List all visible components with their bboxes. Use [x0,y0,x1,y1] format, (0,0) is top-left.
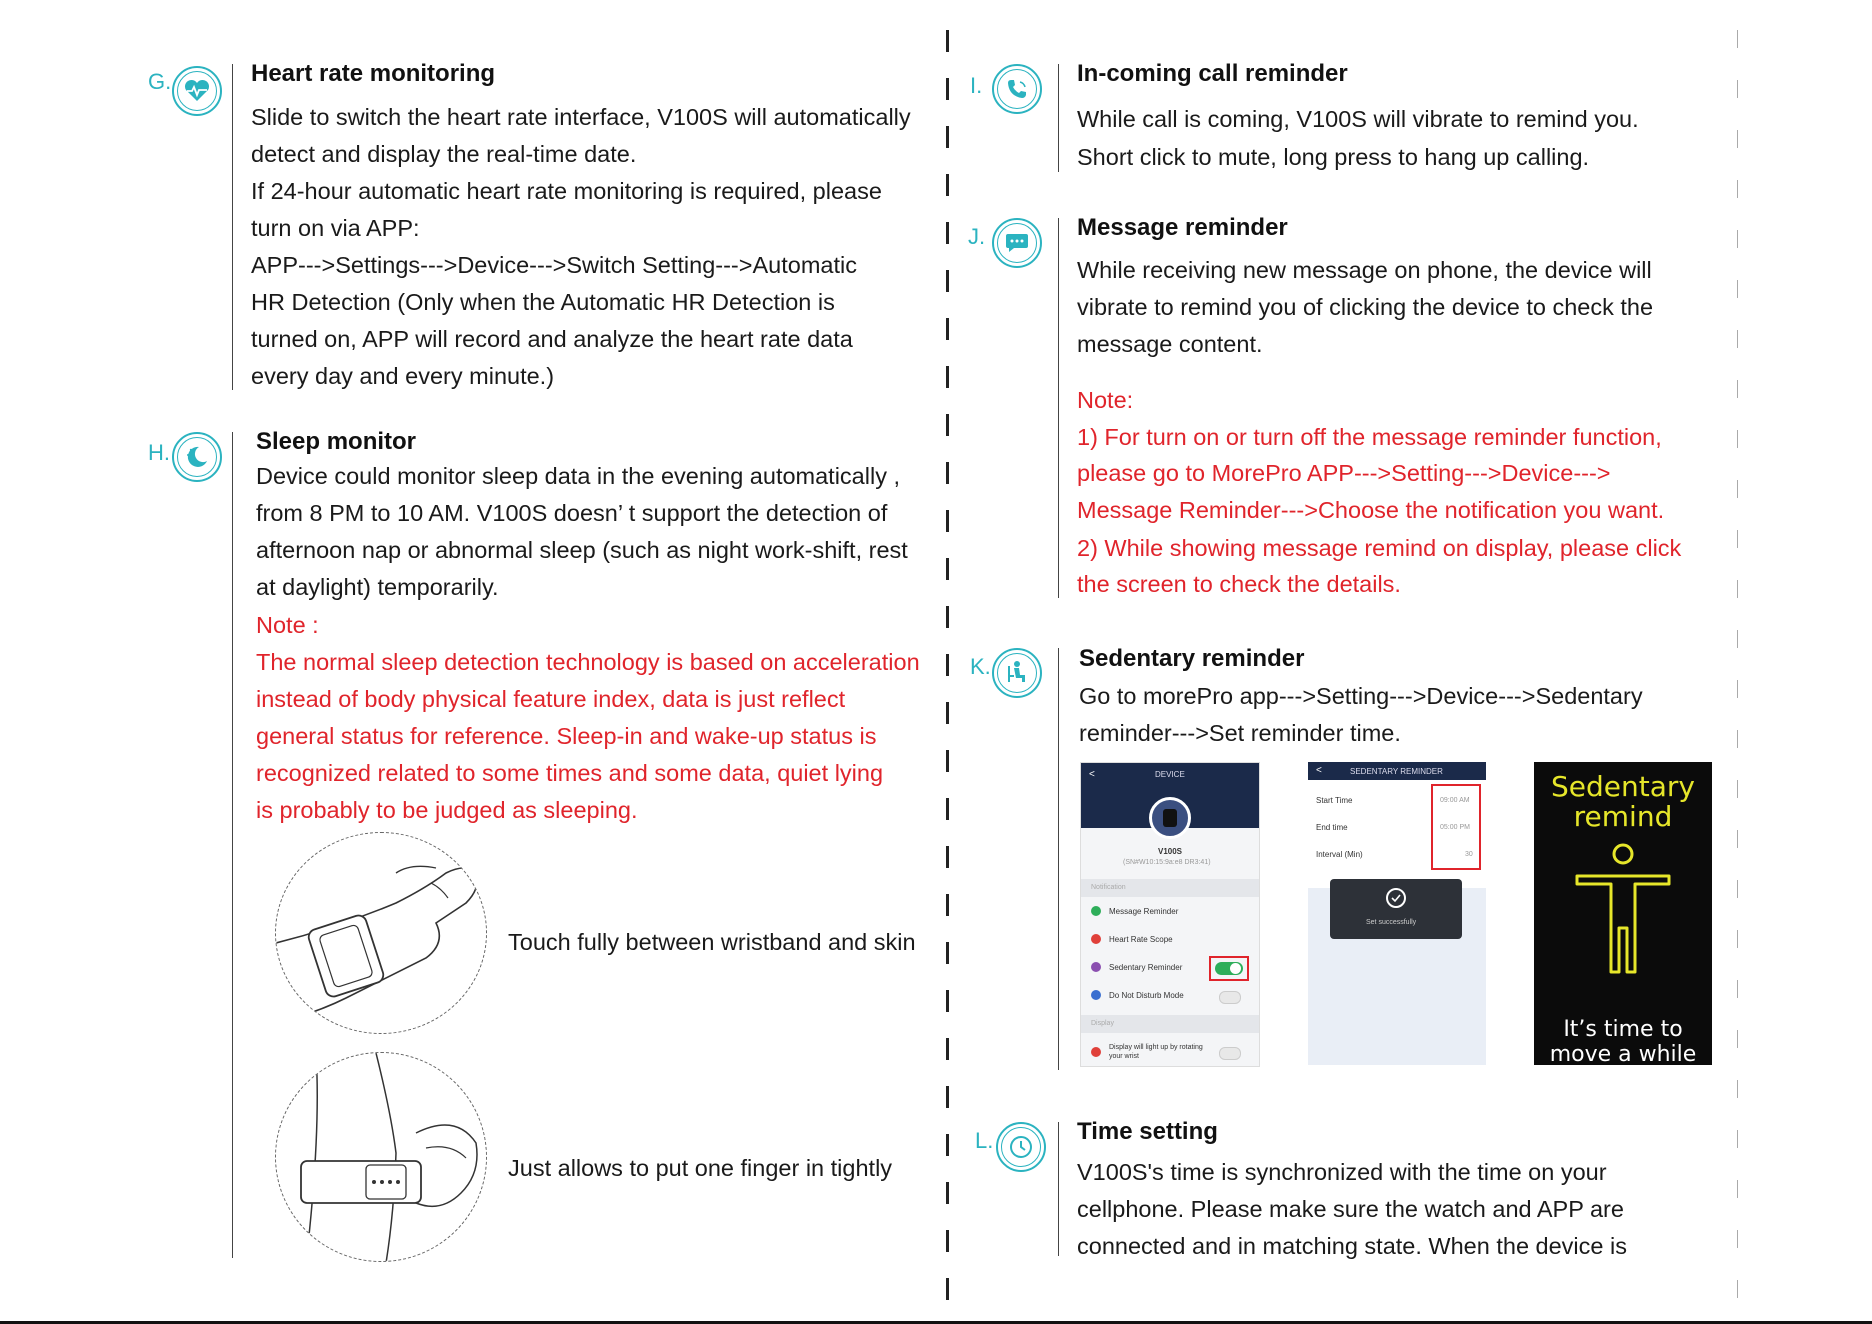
section-title: Time setting [1077,1118,1218,1145]
section-letter: H. [148,440,170,465]
section-letter: G. [148,69,172,94]
body-line: If 24-hour automatic heart rate monitoring is required, please [251,178,882,204]
body-line: from 8 PM to 10 AM. V100S doesn’ t support the detection of [256,500,888,526]
device-settings-screenshot [1080,762,1260,1067]
watch-sedentary-display [1534,762,1712,1065]
sedentary-toggle[interactable] [1215,962,1243,975]
values-highlight [1431,784,1481,870]
sitting-person-icon [992,648,1042,698]
list-item[interactable]: Sedentary Reminder [1109,963,1183,972]
message-icon [992,218,1042,268]
section-label: Display [1091,1020,1114,1027]
device-model: V100S [1158,847,1183,856]
section-rule [1058,218,1059,598]
back-chevron-icon[interactable]: < [1316,765,1322,776]
heart-rate-icon [172,66,222,116]
section-title: Sedentary reminder [1079,645,1305,672]
note-label: Note: [1077,387,1134,413]
note-line: instead of body physical feature index, data is just reflect [256,686,846,712]
body-line: Short click to mute, long press to hang up calling. [1077,144,1590,170]
note-label: Note : [256,612,319,638]
section-letter: J. [968,224,986,249]
note-line: is probably to be judged as sleeping. [256,797,638,823]
section-rule [232,64,233,390]
section-label: Notification [1091,884,1126,891]
illustration-caption: Touch fully between wristband and skin [508,929,916,955]
section-letter: L. [975,1128,994,1153]
body-line: reminder--->Set reminder time. [1079,720,1401,746]
wrist-toggle[interactable] [1219,1047,1241,1060]
body-line: Go to morePro app--->Setting--->Device--->Sedentary [1079,683,1643,709]
note-line: please go to MorePro APP--->Setting--->Device---> [1077,460,1611,486]
list-item[interactable]: Message Reminder [1109,907,1179,916]
list-item-icon [1091,906,1101,916]
section-rule [232,432,233,1258]
watch-message: It’s time to [1563,1017,1683,1042]
body-line: detect and display the real-time date. [251,141,637,167]
illustration-caption: Just allows to put one finger in tightly [508,1155,893,1181]
setting-value[interactable]: 05:00 PM [1440,824,1470,831]
list-item[interactable]: Heart Rate Scope [1109,935,1173,944]
watch-title-line2: remind [1573,800,1673,833]
setting-label: End time [1316,823,1348,832]
section-title: Sleep monitor [256,428,417,455]
list-item-icon [1091,1047,1101,1057]
screen-header: DEVICE [1155,770,1185,779]
sedentary-settings-screenshot [1308,762,1486,1065]
section-title: Heart rate monitoring [251,60,496,87]
section-letter: I. [970,73,983,98]
setting-label: Start Time [1316,796,1353,805]
body-line: V100S's time is synchronized with the time on your [1077,1159,1607,1185]
clock-icon [996,1122,1046,1172]
setting-value[interactable]: 30 [1465,851,1473,858]
device-serial: (SN#W10:15:9a:e8 DR3:41) [1123,859,1211,866]
screen-header: SEDENTARY REMINDER [1350,767,1443,776]
wrist-illustration-finger [275,1052,487,1262]
watch-title: Sedentary [1551,770,1695,803]
list-item-icon [1091,934,1101,944]
section-rule [1058,1122,1059,1256]
sleep-moon-icon [172,432,222,482]
body-line: at daylight) temporarily. [256,574,499,600]
section-title: In-coming call reminder [1077,60,1348,87]
note-line: 1) For turn on or turn off the message reminder function, [1077,424,1662,450]
note-line: general status for reference. Sleep-in and wake-up status is [256,723,877,749]
success-toast [1330,879,1462,939]
stretching-person-icon [1573,842,1673,982]
list-item-icon [1091,962,1101,972]
body-line: turned on, APP will record and analyze the heart rate data [251,326,853,352]
body-line: Device could monitor sleep data in the evening automatically , [256,463,901,489]
setting-label: Interval (Min) [1316,850,1363,859]
wrist-illustration-touch [275,832,487,1034]
toast-text: Set successfully [1366,919,1417,926]
section-rule [1058,648,1059,1070]
check-circle-icon [1386,888,1406,908]
section-rule [1058,64,1059,172]
list-item-icon [1091,990,1101,1000]
body-line: While receiving new message on phone, the device will [1077,257,1652,283]
section-letter: K. [970,654,991,679]
body-line: message content. [1077,331,1263,357]
note-line: Message Reminder--->Choose the notification you want. [1077,497,1665,523]
watch-message-line2: move a while [1549,1042,1697,1065]
body-line: connected and in matching state. When the device is [1077,1233,1627,1259]
body-line: Slide to switch the heart rate interface, V100S will automatically [251,104,911,130]
body-line: turn on via APP: [251,215,420,241]
note-line: The normal sleep detection technology is based on acceleration [256,649,920,675]
body-line: cellphone. Please make sure the watch and APP are [1077,1196,1624,1222]
dnd-toggle[interactable] [1219,991,1241,1004]
list-item[interactable]: Display will light up by rotating your wrist [1109,1044,1203,1060]
body-line: HR Detection (Only when the Automatic HR Detection is [251,289,835,315]
body-line: APP--->Settings--->Device--->Switch Setting--->Automatic [251,252,857,278]
note-line: recognized related to some times and some data, quiet lying [256,760,884,786]
note-line: 2) While showing message remind on display, please click [1077,535,1682,561]
band-avatar [1149,797,1191,839]
setting-value[interactable]: 09:00 AM [1440,797,1470,804]
body-line: afternoon nap or abnormal sleep (such as night work-shift, rest [256,537,908,563]
body-line: vibrate to remind you of clicking the device to check the [1077,294,1654,320]
body-line: While call is coming, V100S will vibrate to remind you. [1077,106,1639,132]
body-line: every day and every minute.) [251,363,555,389]
note-line: the screen to check the details. [1077,571,1401,597]
phone-icon [992,64,1042,114]
section-title: Message reminder [1077,214,1288,241]
list-item[interactable]: Do Not Disturb Mode [1109,991,1184,1000]
back-chevron-icon[interactable]: < [1089,769,1095,780]
